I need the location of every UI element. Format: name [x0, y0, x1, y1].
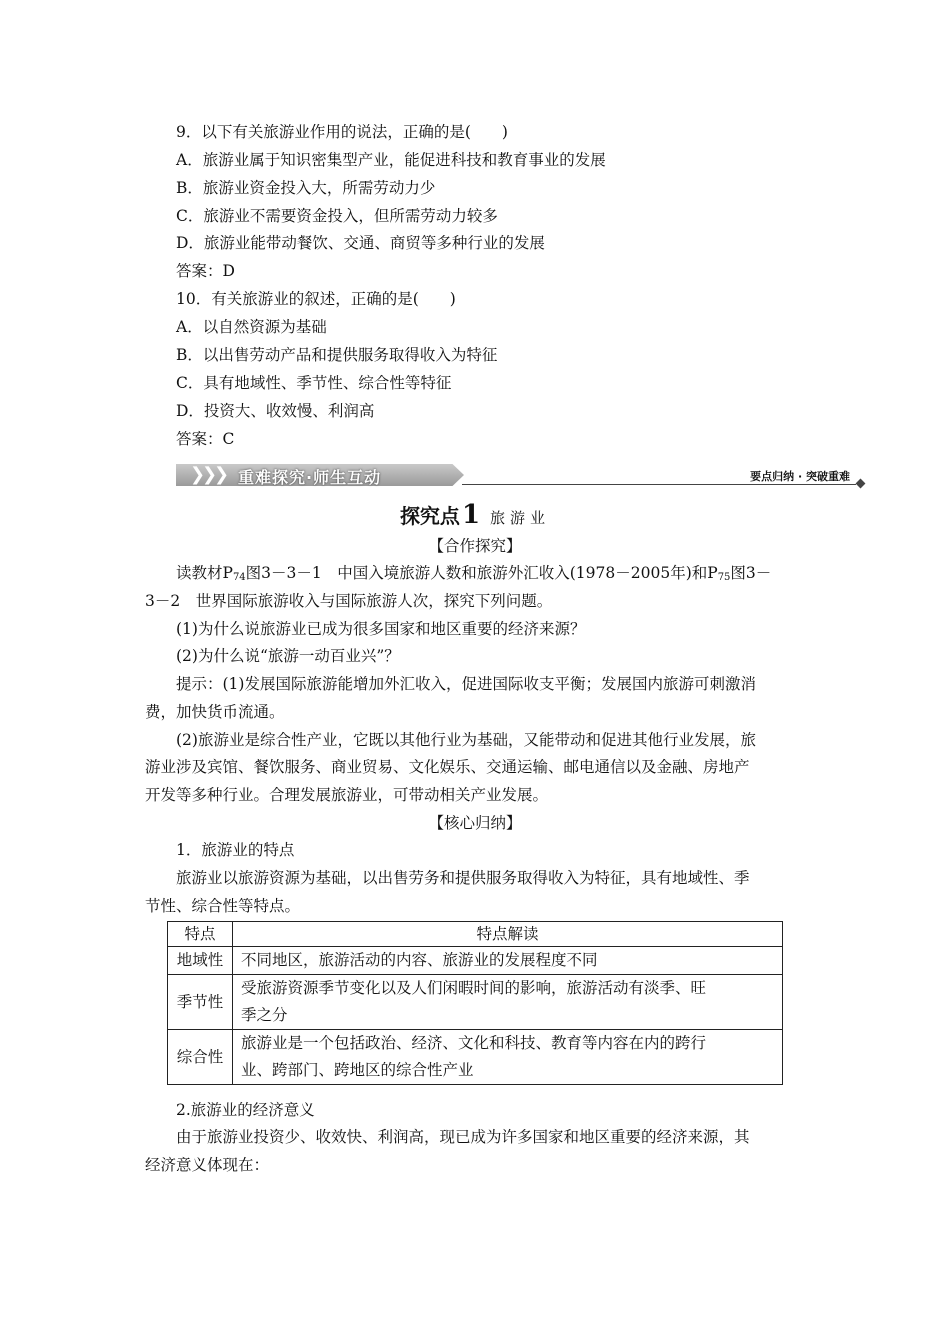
section-banner	[176, 460, 866, 490]
features-table	[167, 921, 783, 1085]
table-row-key: 地域性	[168, 947, 233, 975]
coop-question-2: (2)为什么说“旅游一动百业兴”？	[176, 647, 400, 665]
question-9-stem: 9．以下有关旅游业作用的说法，正确的是( )	[176, 123, 508, 141]
banner-divider	[462, 484, 856, 485]
hint-2-line-1: (2)旅游业是综合性产业，它既以其他行业为基础，又能带动和促进其他行业发展，旅	[176, 731, 756, 749]
coop-question-1: (1)为什么说旅游业已成为很多国家和地区重要的经济来源？	[176, 620, 586, 638]
table-row-key: 季节性	[168, 975, 233, 1030]
diamond-icon	[856, 479, 866, 489]
question-9-option-c: C．旅游业不需要资金投入，但所需劳动力较多	[176, 207, 498, 225]
hint-2-line-2: 游业涉及宾馆、餐饮服务、商业贸易、文化娱乐、交通运输、邮电通信以及金融、房地产	[145, 758, 750, 776]
banner-subtitle: 要点归纳 · 突破重难	[750, 470, 850, 483]
core-point-1-line-2: 节性、综合性等特点。	[145, 897, 301, 915]
question-9-option-a: A．旅游业属于知识密集型产业，能促进科技和教育事业的发展	[176, 151, 606, 169]
question-10-answer: 答案：C	[176, 430, 235, 448]
table-row	[168, 947, 783, 975]
coop-intro-line-2: 3－2 世界国际旅游收入与国际旅游人次，探究下列问题。	[145, 592, 553, 610]
question-9-option-d: D．旅游业能带动餐饮、交通、商贸等多种行业的发展	[176, 234, 545, 252]
question-10-option-c: C．具有地域性、季节性、综合性等特征	[176, 374, 452, 392]
table-header-explanation: 特点解读	[233, 922, 783, 947]
section-heading	[0, 500, 950, 530]
section-topic: 旅游业	[490, 509, 551, 527]
question-9-option-b: B．旅游业资金投入大，所需劳动力少	[176, 179, 436, 197]
section-number: 1	[461, 500, 481, 530]
question-10-option-d: D．投资大、收效慢、利润高	[176, 402, 375, 420]
table-row-key: 综合性	[168, 1030, 233, 1085]
question-10-option-a: A．以自然资源为基础	[176, 318, 327, 336]
section-label: 探究点	[399, 504, 460, 528]
chevron-right-icon: ❯	[202, 464, 218, 485]
hint-1-line-2: 费，加快货币流通。	[145, 703, 285, 721]
hint-2-line-3: 开发等多种行业。合理发展旅游业，可带动相关产业发展。	[145, 786, 549, 804]
table-row-value: 旅游业是一个包括政治、经济、文化和科技、教育等内容在内的跨行 业、跨部门、跨地区的综合性产业	[233, 1030, 783, 1085]
hint-1-line-1: 提示：(1)发展国际旅游能增加外汇收入，促进国际收支平衡；发展国内旅游可刺激消	[176, 675, 756, 693]
question-9-answer: 答案：D	[176, 262, 235, 280]
table-header-row	[168, 922, 783, 947]
banner-title: 重难探究·师生互动	[238, 468, 382, 487]
core-heading: 【核心归纳】	[428, 814, 522, 832]
core-point-1-line-1: 旅游业以旅游资源为基础，以出售劳务和提供服务取得收入为特征，具有地域性、季	[176, 869, 750, 887]
question-10-stem: 10．有关旅游业的叙述，正确的是( )	[176, 290, 456, 308]
question-10-option-b: B．以出售劳动产品和提供服务取得收入为特征	[176, 346, 498, 364]
table-row	[168, 975, 783, 1030]
core-point-2-title: 2.旅游业的经济意义	[176, 1101, 315, 1119]
chevron-right-icon: ❯	[190, 464, 206, 485]
core-point-2-line-2: 经济意义体现在：	[145, 1156, 270, 1174]
table-row-value: 不同地区，旅游活动的内容、旅游业的发展程度不同	[233, 947, 783, 975]
core-point-1-title: 1．旅游业的特点	[176, 841, 295, 859]
table-header-feature: 特点	[168, 922, 233, 947]
coop-heading: 【合作探究】	[428, 537, 522, 555]
chevron-right-icon: ❯	[214, 464, 230, 485]
table-row-value: 受旅游资源季节变化以及人们闲暇时间的影响，旅游活动有淡季、旺 季之分	[233, 975, 783, 1030]
table-row	[168, 1030, 783, 1085]
core-point-2-line-1: 由于旅游业投资少、收效快、利润高，现已成为许多国家和地区重要的经济来源，其	[176, 1128, 750, 1146]
coop-intro-line-1: 读教材$P_{74}$图3－3－1 中国入境旅游人数和旅游外汇收入(1978－2005年)和$P_{75}$图3－	[176, 564, 772, 583]
